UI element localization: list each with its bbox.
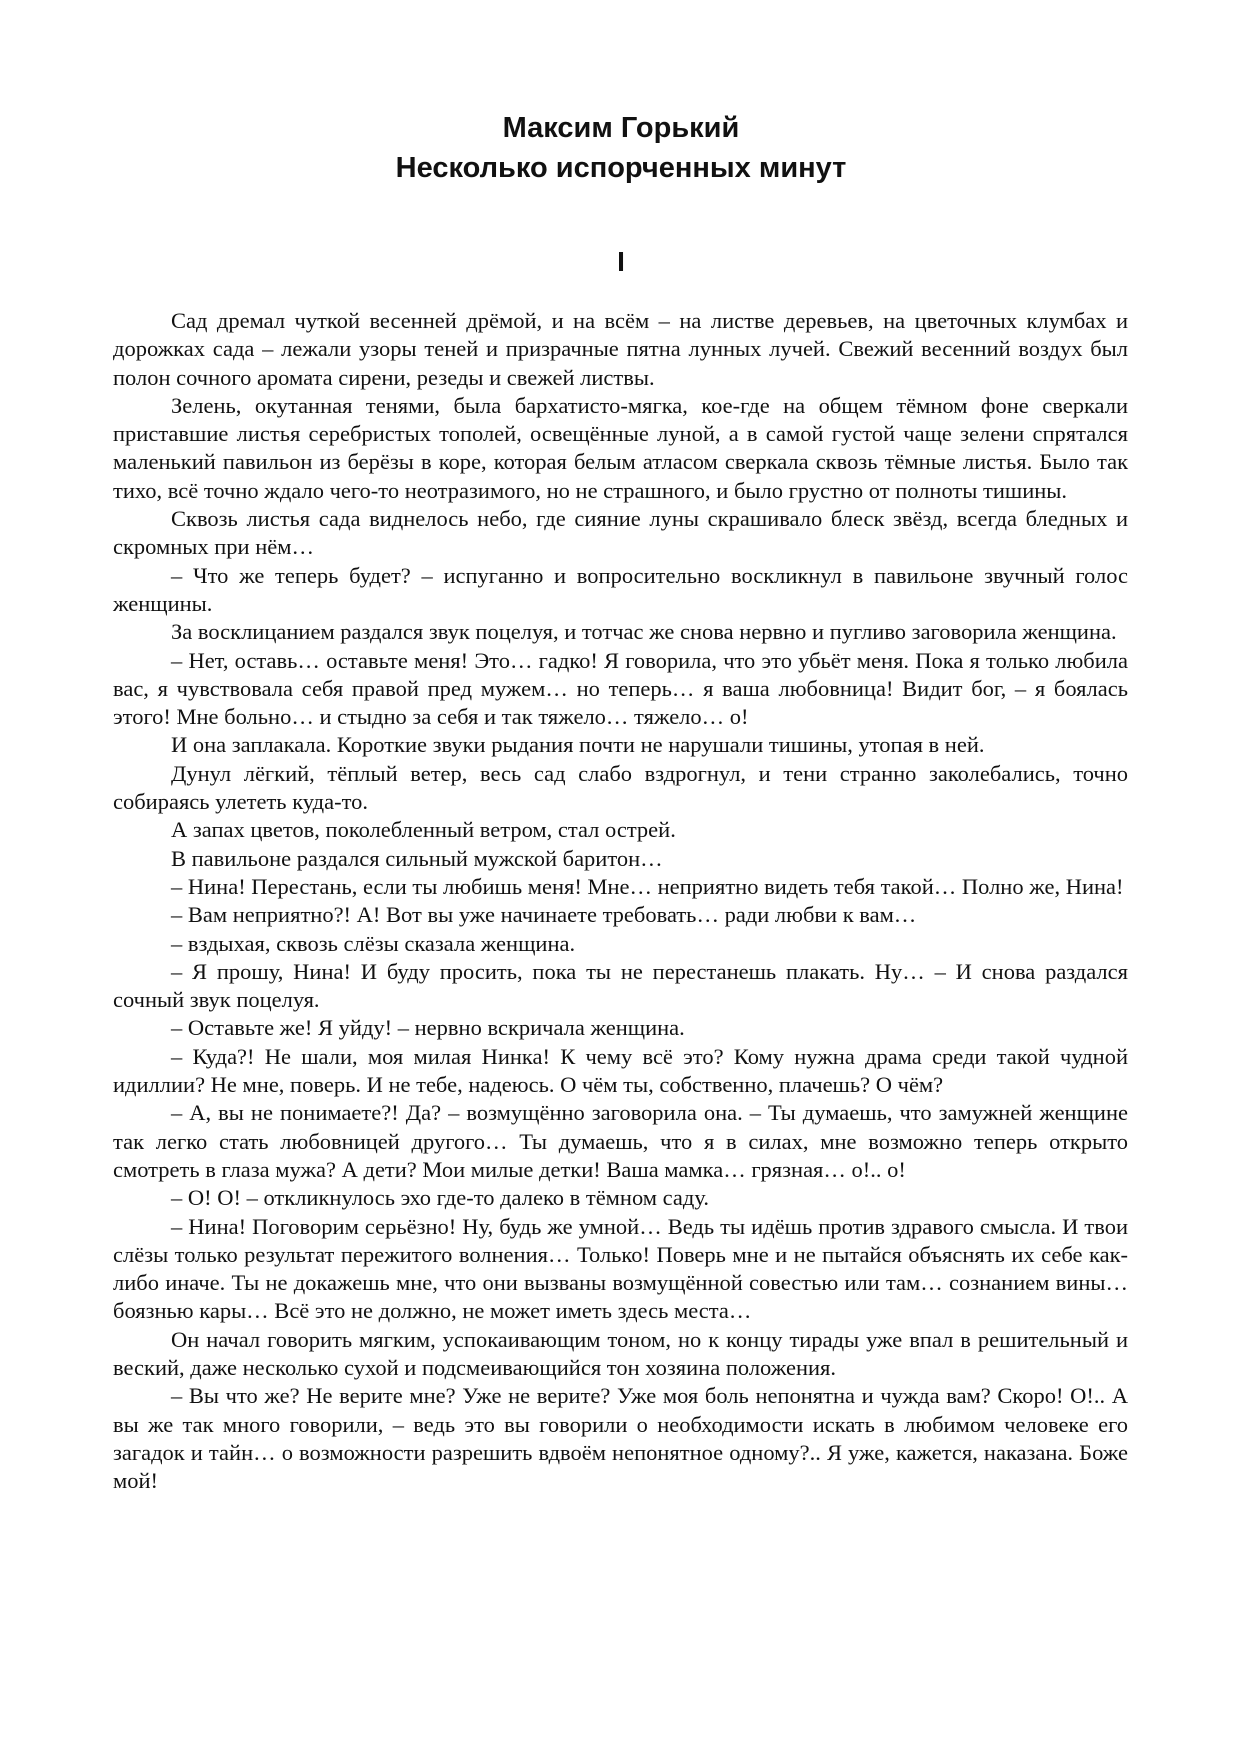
paragraph: – Вам неприятно?! А! Вот вы уже начинаете требовать… ради любви к вам…: [171, 902, 917, 928]
paragraph: – Куда?! Не шали, моя милая Нинка! К чему всё это? Кому нужна драма среди такой чудной идиллии? Не мне, поверь. И не тебе, надеюсь. О чём ты, собственно, плачешь? О чём?: [113, 1043, 1128, 1098]
paragraph: Зелень, окутанная тенями, была бархатисто-мягка, кое-где на общем тёмном фоне сверкали приставшие листья серебристых тополей, освещённые луной, а в самой густой чаще зелени спрятался маленький павильон из берёзы в коре, которая белым атласом сверкала сквозь тёмные листья. Было так тихо, всё точно ждало чего-то неотразимого, но не страшного, и было грустно от полноты тишины.: [113, 392, 1128, 503]
title-block: [0, 108, 1242, 188]
chapter-number: I: [617, 246, 625, 277]
paragraph: Сад дремал чуткой весенней дрёмой, и на всём – на листве деревьев, на цветочных клумбах и дорожках сада – лежали узоры теней и призрачные пятна лунных лучей. Свежий весенний воздух был полон сочного аромата сирени, резеды и свежей листвы.: [113, 308, 1128, 390]
paragraph: И она заплакала. Короткие звуки рыдания почти не нарушали тишины, утопая в ней.: [171, 732, 985, 758]
author-name: Максим Горький: [502, 112, 740, 144]
paragraph: – Что же теперь будет? – испуганно и вопросительно воскликнул в павильоне звучный голос женщины.: [113, 562, 1128, 616]
paragraph: Сквозь листья сада виднелось небо, где сияние луны скрашивало блеск звёзд, всегда бледных и скромных при нём…: [113, 506, 1128, 560]
paragraph: – Нина! Поговорим серьёзно! Ну, будь же умной… Ведь ты идёшь против здравого смысла. И твои слёзы только результат пережитого волнения… Только! Поверь мне и не пытайся объяснять их себе как-либо иначе. Ты не докажешь мне, что они вызваны возмущённой совестью или там… сознанием вины… боязнью кары… Всё это не должно, не может иметь здесь места…: [113, 1213, 1128, 1324]
paragraph: За восклицанием раздался звук поцелуя, и тотчас же снова нервно и пугливо заговорила женщина.: [171, 619, 1117, 645]
paragraph: – Вы что же? Не верите мне? Уже не верите? Уже моя боль непонятна и чужда вам? Скоро! О!.. А вы же так много говорили, – ведь это вы говорили о необходимости искать в любимом человеке его загадок и тайн… о возможности разрешить вдвоём непонятное одному?.. Я уже, кажется, наказана. Боже мой!: [113, 1383, 1128, 1494]
paragraph: – Я прошу, Нина! И буду просить, пока ты не перестанешь плакать. Ну… – И снова раздался сочный звук поцелуя.: [113, 958, 1128, 1013]
paragraph: Он начал говорить мягким, успокаивающим тоном, но к концу тирады уже впал в решительный и веский, даже несколько сухой и подсмеивающийся тон хозяина положения.: [113, 1326, 1128, 1380]
paragraph: А запах цветов, поколебленный ветром, стал острей.: [171, 817, 676, 843]
book-title: Несколько испорченных минут: [395, 152, 847, 184]
paragraph: – О! О! – откликнулось эхо где-то далеко в тёмном саду.: [171, 1185, 709, 1211]
paragraph: – Нет, оставь… оставьте меня! Это… гадко! Я говорила, что это убьёт меня. Пока я только любила вас, я чувствовала себя правой пред мужем… но теперь… я ваша любовница! Видит бог, – я боялась этого! Мне больно… и стыдно за себя и так тяжело… тяжело… о!: [113, 647, 1128, 730]
paragraph: В павильоне раздался сильный мужской баритон…: [171, 845, 663, 871]
paragraph: Дунул лёгкий, тёплый ветер, весь сад слабо вздрогнул, и тени странно заколебались, точно собираясь улететь куда-то.: [113, 760, 1128, 815]
body-text: [113, 307, 1128, 1495]
paragraph: – вздыхая, сквозь слёзы сказала женщина.: [171, 930, 576, 956]
paragraph: – А, вы не понимаете?! Да? – возмущённо заговорила она. – Ты думаешь, что замужней женщине так легко стать любовницей другого… Ты думаешь, что я в силах, мне возможно теперь открыто смотреть в глаза мужа? А дети? Мои милые детки! Ваша мамка… грязная… о!.. о!: [113, 1100, 1128, 1182]
paragraph: – Оставьте же! Я уйду! – нервно вскричала женщина.: [171, 1015, 685, 1041]
paragraph: – Нина! Перестань, если ты любишь меня! Мне… неприятно видеть тебя такой… Полно же, Нина!: [171, 873, 1124, 899]
